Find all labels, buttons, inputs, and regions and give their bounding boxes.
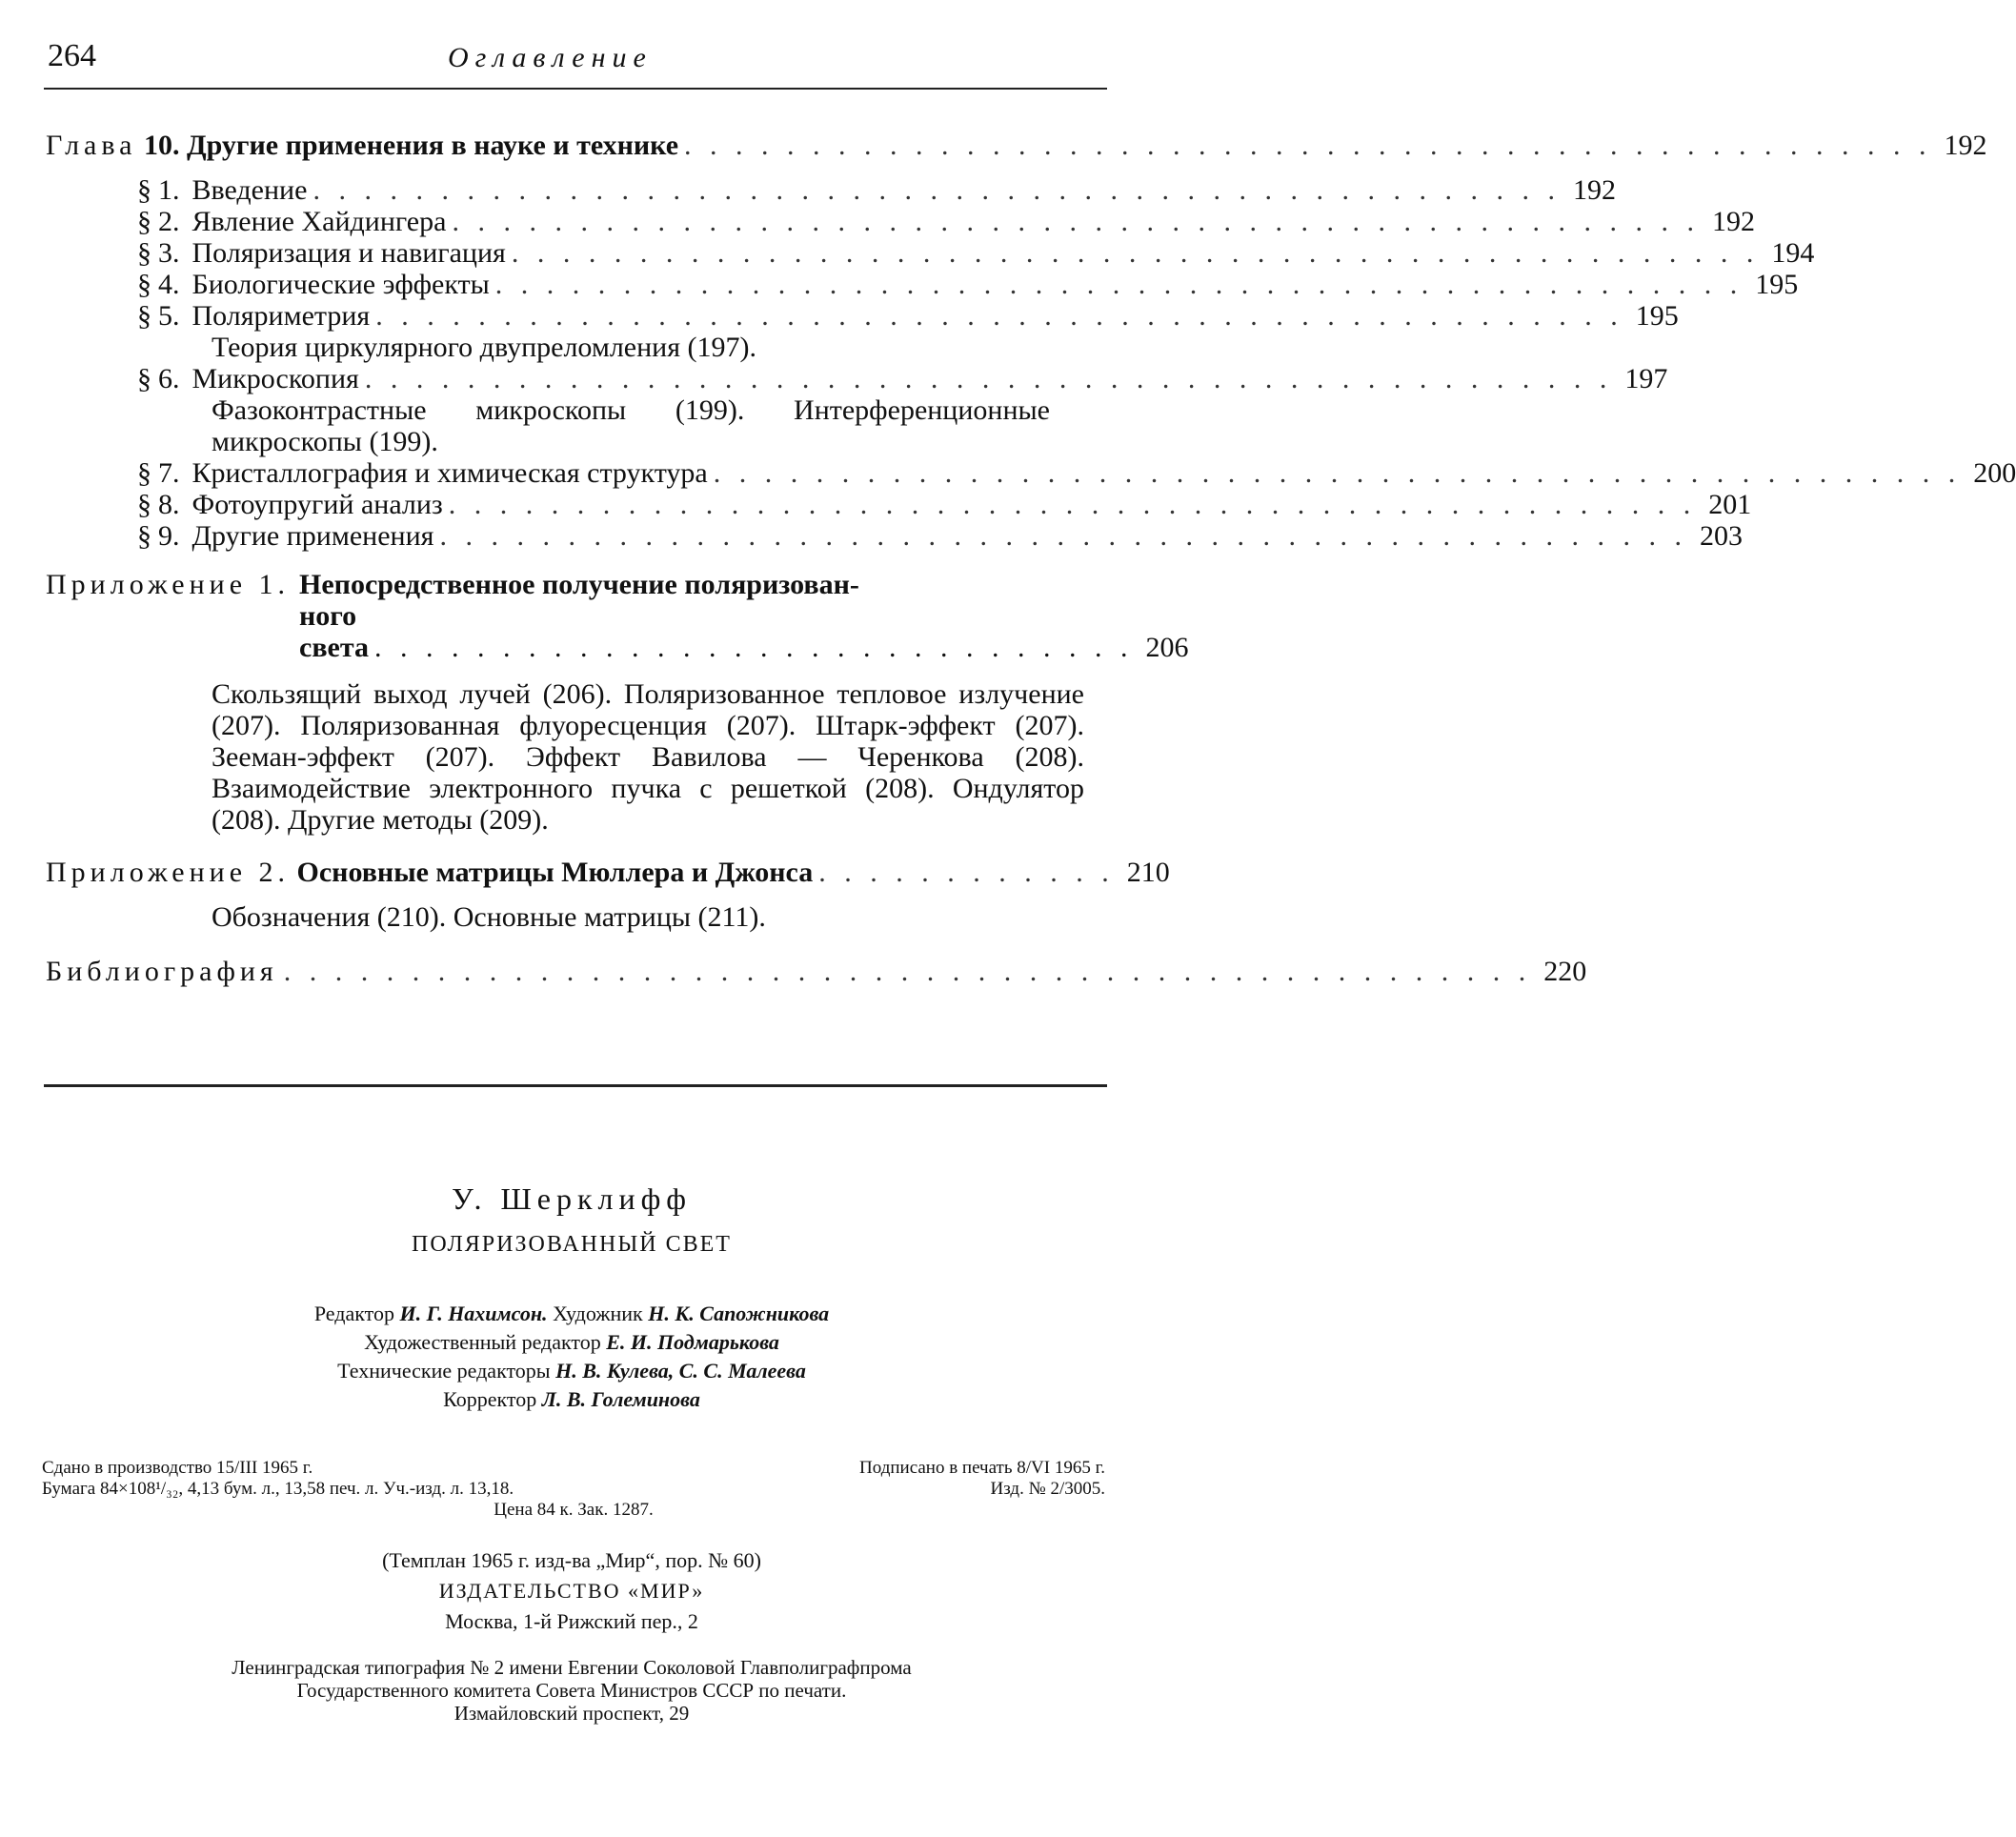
leader-dots: . . . . . . . . . . . . . . . . . . . . . . . . . . . . . . . . . . . . . . . . . . . . . . . . . (452, 206, 1700, 237)
page-ref: 197 (1624, 363, 1668, 394)
leader-dots: . . . . . . . . . . . . . . . . . . . . . . . . . . . . . . . . . . . . . . . . . . . . . . . . . (283, 956, 1532, 987)
toc-section-3[interactable] (46, 237, 1815, 269)
chapter-label: Глава (46, 130, 137, 161)
appendix-label: Приложение 1. (46, 569, 291, 600)
appendix-label: Приложение 2. (46, 857, 291, 888)
section-sign: § (137, 363, 151, 394)
role-editor: Редактор (313, 1302, 394, 1325)
section-5-subtopics: Теория циркулярного двупреломления (197). (212, 332, 757, 363)
section-sign: § (137, 237, 151, 269)
appendix-1-subtopics: Скользящий выход лучей (206). Поляризованное тепловое излучение (207). Поляризованная флуоресценция (207). Штарк-эффект (207). Зееман-эффект (207). Эффект Вавилова — Черенкова (208). Взаимодействие электронного пучка с решеткой (208). Ондулятор (208). Другие методы (209). (212, 678, 1084, 836)
printer-line-2: Государственного комитета Совета Министров СССР по печати. (296, 1679, 847, 1702)
publisher-name: ИЗДАТЕЛЬСТВО «МИР» (438, 1579, 705, 1603)
section-number: 8. (158, 489, 180, 520)
toc-section-5[interactable] (46, 300, 1679, 332)
leader-dots: . . . . . . . . . . . . . . . . . . . . . . . . . . . . . . . . . . . . . . . . . . . . . . . . . (684, 130, 1932, 161)
section-sign: § (137, 174, 151, 206)
page-ref: 192 (1572, 174, 1616, 206)
price-order: Цена 84 к. Зак. 1287. (494, 1500, 654, 1520)
page-ref: 195 (1635, 300, 1679, 332)
printer-line-1: Ленинградская типография № 2 имени Евгении Соколовой Главполиграфпрома (232, 1656, 912, 1679)
role-artist: Художник (553, 1302, 643, 1325)
toc-section-8[interactable] (46, 489, 1752, 520)
page-ref: 194 (1771, 237, 1815, 269)
toc-section-6[interactable] (46, 363, 1668, 394)
section-number: 4. (158, 269, 180, 300)
section-sign: § (137, 269, 151, 300)
section-sign: § (137, 457, 151, 489)
editor-name: И. Г. Нахимсон. (399, 1302, 548, 1325)
section-title: Явление Хайдингера (192, 206, 447, 237)
leader-dots: . . . . . . . . . . . . (818, 857, 1115, 888)
appendix-title: Основные матрицы Мюллера и Джонса (296, 857, 814, 888)
role-proofreader: Корректор (443, 1387, 537, 1411)
section-number: 3. (158, 237, 180, 269)
author-name: У. Шерклифф (452, 1181, 692, 1216)
page-ref: 195 (1755, 269, 1799, 300)
art-editor-name: Е. И. Подмарькова (606, 1330, 779, 1354)
leader-dots: . . . . . . . . . . . . . . . . . . . . . . . . . . . . . . . . . . . . . . . . . . . . . . . . . (713, 457, 1962, 489)
table-of-contents (46, 130, 2016, 987)
production-date: Сдано в производство 15/III 1965 г. (42, 1458, 313, 1478)
toc-bibliography[interactable] (46, 956, 1587, 987)
toc-section-2[interactable] (46, 206, 1755, 237)
leader-dots: . . . . . . . . . . . . . . . . . . . . . . . . . . . . . . . . . . . . . . . . . . . . . . . . . (511, 237, 1760, 269)
section-number: 2. (158, 206, 180, 237)
paper-info: Бумага 84×108¹/₃₂, 4,13 бум. л., 13,58 печ. л. Уч.-изд. л. 13,18. (42, 1479, 514, 1499)
section-sign: § (137, 300, 151, 332)
printer-address: Измайловский проспект, 29 (454, 1702, 690, 1725)
page-ref: 220 (1543, 956, 1587, 987)
leader-dots: . . . . . . . . . . . . . . . . . . . . . . . . . . . . . . . . . . . . . . . . . . . . . . . . . (439, 520, 1687, 552)
publication-number: Изд. № 2/3005. (990, 1479, 1105, 1499)
page-ref: 192 (1944, 130, 1987, 161)
artist-name: Н. К. Сапожникова (648, 1302, 830, 1325)
chapter-title: 10. Другие применения в науке и технике (143, 130, 679, 161)
credits-line (38, 1328, 1105, 1357)
section-title: Другие применения (192, 520, 434, 552)
section-sign: § (137, 520, 151, 552)
section-divider (44, 1084, 1107, 1087)
page-ref: 200 (1973, 457, 2016, 489)
imprint-block (38, 1181, 1105, 1414)
page-ref: 203 (1699, 520, 1743, 552)
toc-section-4[interactable] (46, 269, 1799, 300)
credits-line (38, 1357, 1105, 1385)
header-rule (44, 88, 1107, 90)
section-title: Биологические эффекты (192, 269, 490, 300)
section-number: 1. (158, 174, 180, 206)
toc-appendix-2[interactable] (46, 857, 1170, 888)
publisher-block (38, 1545, 1105, 1637)
publication-plan: (Темплан 1965 г. изд-ва „Мир“, пор. № 60) (382, 1548, 761, 1572)
page-ref: 201 (1708, 489, 1752, 520)
running-title: Оглавление (448, 42, 653, 73)
appendix-title-line2: ного света (299, 600, 369, 663)
role-art-editor: Художественный редактор (364, 1330, 601, 1354)
tech-editors-names: Н. В. Кулева, С. С. Малеева (555, 1359, 806, 1383)
section-sign: § (137, 489, 151, 520)
section-title: Фотоупругий анализ (192, 489, 443, 520)
toc-appendix-1[interactable] (46, 569, 1189, 663)
leader-dots: . . . . . . . . . . . . . . . . . . . . . . . . . . . . . . . . . . . . . . . . . . . . . . . . . (448, 489, 1697, 520)
section-number: 6. (158, 363, 180, 394)
toc-section-7[interactable] (46, 457, 2016, 489)
credits-line (38, 1300, 1105, 1328)
appendix-title-line1: Непосредственное получение поляризован- (299, 569, 859, 600)
section-number: 5. (158, 300, 180, 332)
appendix-2-subtopics: Обозначения (210). Основные матрицы (211). (212, 901, 766, 933)
section-number: 7. (158, 457, 180, 489)
page-ref: 206 (1145, 632, 1189, 663)
credits-line (38, 1385, 1105, 1414)
section-title: Кристаллография и химическая структура (192, 457, 708, 489)
publisher-address: Москва, 1-й Рижский пер., 2 (445, 1609, 698, 1633)
toc-chapter-10[interactable] (46, 130, 1987, 161)
section-title: Микроскопия (192, 363, 359, 394)
leader-dots: . . . . . . . . . . . . . . . . . . . . . . . . . . . . . . . . . . . . . . . . . . . . . . . . . (364, 363, 1613, 394)
credits (38, 1300, 1105, 1414)
leader-dots: . . . . . . . . . . . . . . . . . . . . . . . . . . . . . . . . . . . . . . . . . . . . . . . . . (494, 269, 1744, 300)
page-number: 264 (48, 38, 96, 73)
toc-section-1[interactable] (46, 174, 1616, 206)
section-number: 9. (158, 520, 180, 552)
page-ref: 210 (1126, 857, 1170, 888)
book-title: ПОЛЯРИЗОВАННЫЙ СВЕТ (412, 1232, 732, 1257)
print-sign-date: Подписано в печать 8/VI 1965 г. (859, 1458, 1105, 1478)
proofreader-name: Л. В. Големинова (541, 1387, 700, 1411)
bibliography-label: Библиография (46, 956, 278, 987)
printing-house (38, 1656, 1105, 1725)
production-info (42, 1458, 1105, 1521)
page-ref: 192 (1711, 206, 1755, 237)
section-title: Поляризация и навигация (192, 237, 506, 269)
section-sign: § (137, 206, 151, 237)
section-title: Поляриметрия (192, 300, 371, 332)
leader-dots: . . . . . . . . . . . . . . . . . . . . . . . . . . . . . . . . . . . . . . . . . . . . . . . . . (312, 174, 1561, 206)
section-title: Введение (192, 174, 308, 206)
leader-dots: . . . . . . . . . . . . . . . . . . . . . . . . . . . . . . (373, 632, 1134, 663)
toc-section-9[interactable] (46, 520, 1743, 552)
leader-dots: . . . . . . . . . . . . . . . . . . . . . . . . . . . . . . . . . . . . . . . . . . . . . . . . . (375, 300, 1623, 332)
role-tech-editors: Технические редакторы (337, 1359, 551, 1383)
section-6-subtopics: Фазоконтрастные микроскопы (199). Интерференционные микроскопы (199). (212, 394, 1050, 457)
